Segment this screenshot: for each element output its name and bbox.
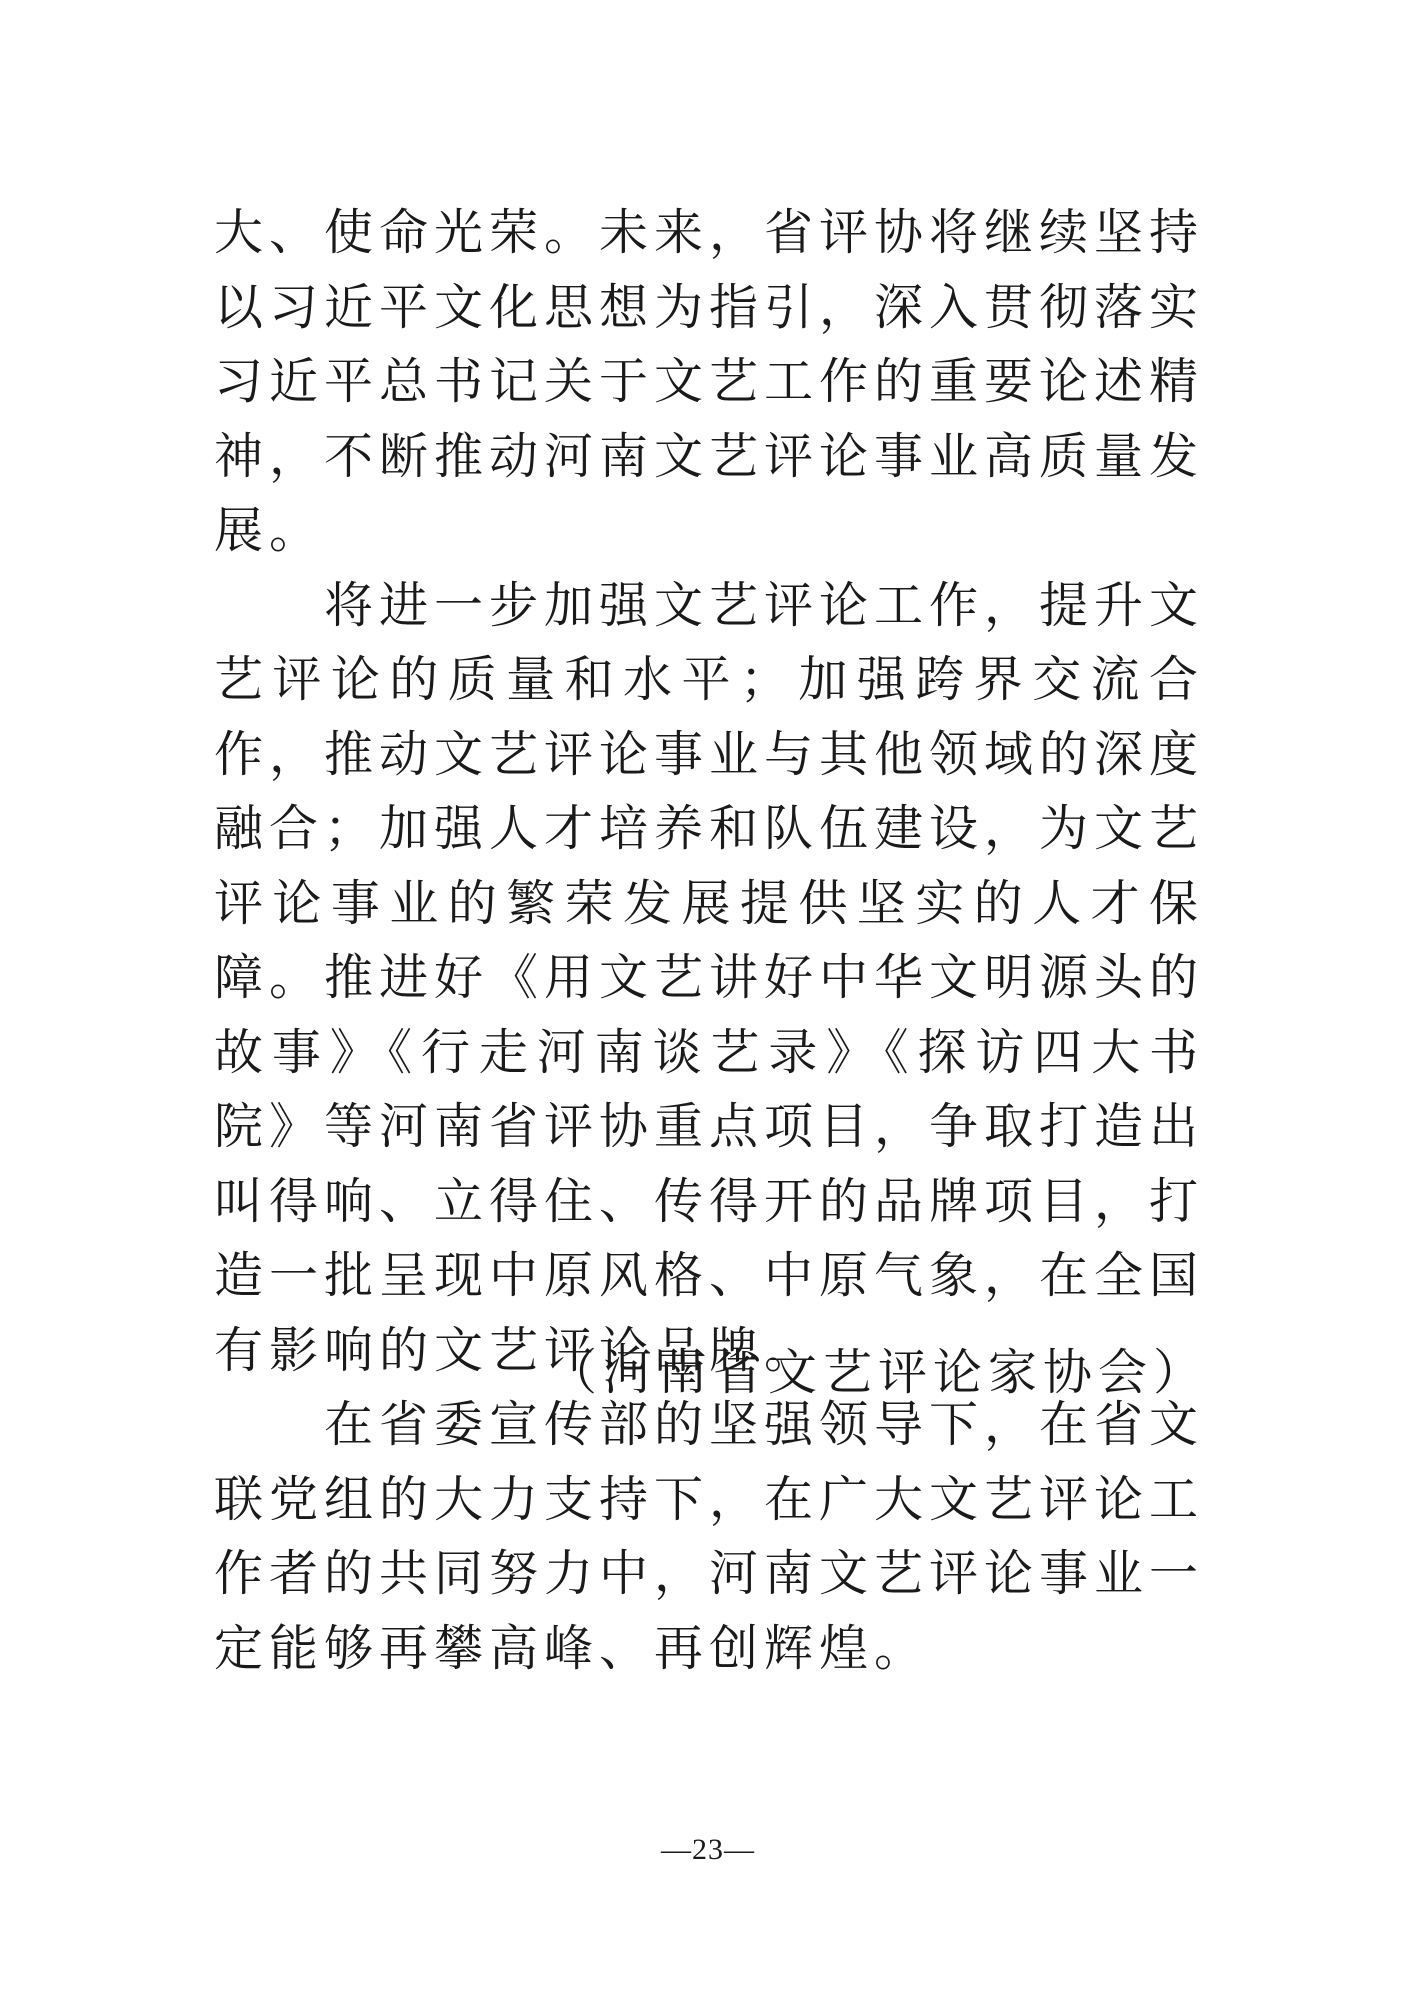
page-number: —23— (661, 1833, 755, 1866)
paragraph-1: 大、使命光荣。未来，省评协将继续坚持以习近平文化思想为指引，深入贯彻落实习近平总书记关于文艺工作的重要论述精神，不断推动河南文艺评论事业高质量发展。 (214, 204, 1205, 559)
paragraph-2: 将进一步加强文艺评论工作，提升文艺评论的质量和水平；加强跨界交流合作，推动文艺评论事业与其他领域的深度融合；加强人才培养和队伍建设，为文艺评论事业的繁荣发展提供坚实的人才保障。推进好《用文艺讲好中华文明源头的故事》《行走河南谈艺录》《探访四大书院》等河南省评协重点项目，争取打造出叫得响、立得住、传得开的品牌项目，打造一批呈现中原风格、中原气象，在全国有影响的文艺评论品牌。 (214, 576, 1205, 1379)
body-text (214, 196, 1204, 1686)
paragraph-3: 在省委宣传部的坚强领导下，在省文联党组的大力支持下，在广大文艺评论工作者的共同努力中，河南文艺评论事业一定能够再攀高峰、再创辉煌。 (214, 1396, 1205, 1677)
signature: （河南省文艺评论家协会） (547, 1344, 1208, 1401)
